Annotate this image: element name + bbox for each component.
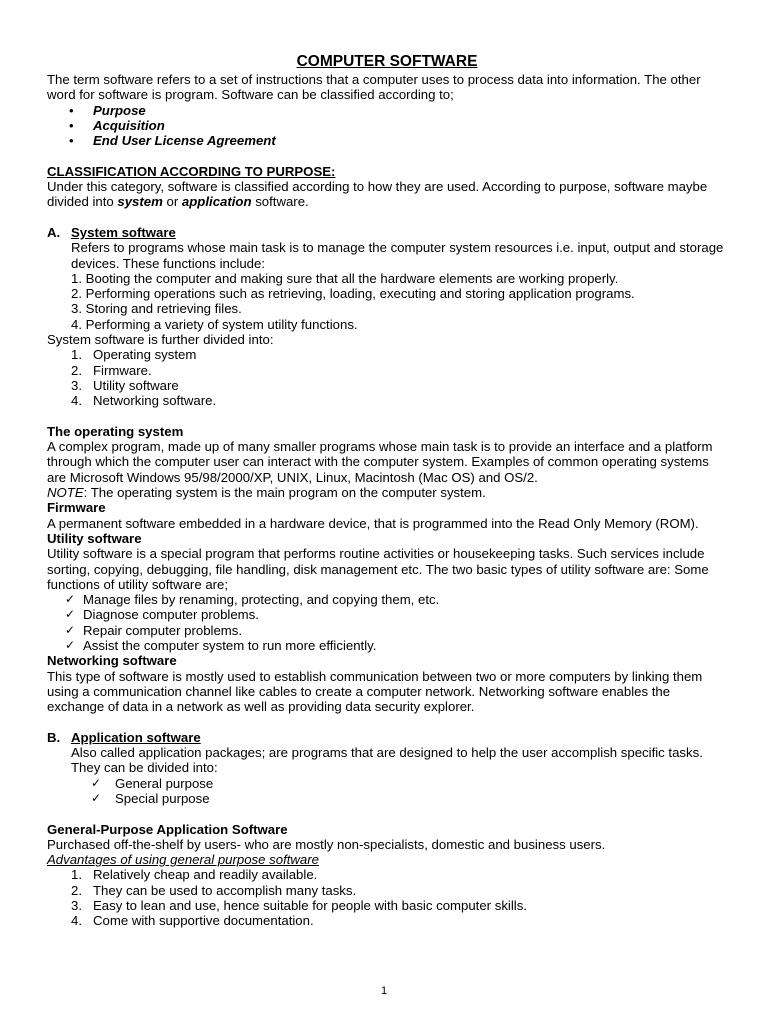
- os-paragraph: A complex program, made up of many smaller programs whose main task is to provide an interface and a platform through which the computer user can interact with the computer system. Examples of common operating systems are Microsoft Windows 95/98/2000/XP, UNIX, Linux, Macintosh (Mac OS) and OS/2.: [47, 439, 713, 485]
- list-item: 1. Relatively cheap and readily available.: [71, 867, 318, 883]
- application-software-body: Also called application packages; are programs that are designed to help the user accomplish specific tasks. They can be divided into:: [71, 745, 703, 776]
- networking-heading: Networking software: [47, 653, 177, 669]
- list-item: 1. Booting the computer and making sure that all the hardware elements are working properly.: [71, 270, 619, 286]
- os-note: NOTE: The operating system is the main program on the computer system.: [47, 485, 486, 501]
- list-item: 3. Storing and retrieving files.: [71, 301, 242, 317]
- system-divided-intro: System software is further divided into:: [47, 332, 274, 348]
- system-software-heading: A. System software: [47, 224, 176, 240]
- advantages-heading: Advantages of using general purpose software: [47, 852, 319, 868]
- application-types-list: [47, 776, 727, 807]
- general-purpose-heading: General-Purpose Application Software: [47, 821, 288, 837]
- list-item: ✓ Repair computer problems.: [65, 622, 243, 638]
- purpose-heading: CLASSIFICATION ACCORDING TO PURPOSE:: [47, 163, 336, 179]
- firmware-heading: Firmware: [47, 500, 106, 516]
- intro-paragraph: The term software refers to a set of instructions that a computer uses to process data into information. The other word for software is program. Software can be classified according to;: [47, 72, 701, 103]
- general-purpose-paragraph: Purchased off-the-shelf by users- who are mostly non-specialists, domestic and business users.: [47, 836, 606, 852]
- utility-heading: Utility software: [47, 530, 142, 546]
- advantages-list: [47, 867, 727, 928]
- classification-list: [47, 103, 727, 149]
- list-item: ✓ Diagnose computer problems.: [65, 607, 259, 623]
- purpose-paragraph: Under this category, software is classified according to how they are used. According to purpose, software maybe divided into system or application software.: [47, 179, 708, 210]
- list-item: 1. Operating system: [71, 347, 197, 363]
- list-item: 3. Utility software: [71, 377, 179, 393]
- application-software-heading: B. Application software: [47, 729, 201, 745]
- checkmark-icon: ✓: [65, 607, 76, 622]
- list-item: 4. Come with supportive documentation.: [71, 913, 314, 929]
- system-divisions-list: [47, 347, 727, 408]
- checkmark-icon: ✓: [65, 622, 76, 637]
- list-item: 2. Performing operations such as retrieving, loading, executing and storing application programs.: [71, 286, 635, 302]
- document-page: [47, 53, 727, 929]
- bullet-icon: •: [69, 117, 74, 133]
- page-number: 1: [380, 985, 388, 997]
- list-item: 4. Performing a variety of system utility functions.: [71, 316, 358, 332]
- utility-functions-list: [47, 592, 727, 653]
- page-title: COMPUTER SOFTWARE: [296, 53, 478, 70]
- bullet-icon: •: [69, 102, 74, 118]
- system-software-body: Refers to programs whose main task is to manage the computer system resources i.e. input, output and storage devices. These functions include: 1. Booting the computer and making sure that all the hardware elements are working properly. 2. Performing operations such as retrieving, loading, executing and storing application programs. 3. Storing and retrieving files. 4. Performing a variety of system utility functions.: [47, 240, 727, 332]
- list-item: • Acquisition: [69, 117, 165, 133]
- list-item: 2. Firmware.: [71, 362, 152, 378]
- firmware-paragraph: A permanent software embedded in a hardware device, that is programmed into the Read Only Memory (ROM).: [47, 515, 699, 531]
- list-item: 4. Networking software.: [71, 393, 217, 409]
- checkmark-icon: ✓: [65, 592, 76, 607]
- bullet-icon: •: [69, 133, 74, 149]
- list-item: ✓ Assist the computer system to run more efficiently.: [65, 637, 377, 653]
- list-item: • Purpose: [69, 102, 146, 118]
- list-item: 3. Easy to lean and use, hence suitable for people with basic computer skills.: [71, 898, 527, 914]
- checkmark-icon: ✓: [91, 775, 102, 790]
- list-item: 2. They can be used to accomplish many tasks.: [71, 882, 357, 898]
- list-item: ✓ General purpose: [91, 775, 214, 791]
- checkmark-icon: ✓: [65, 637, 76, 652]
- list-item: • End User License Agreement: [69, 133, 276, 149]
- networking-paragraph: This type of software is mostly used to establish communication between two or more computers by linking them using a communication channel like cables to create a computer network. Networking software enables the exchange of data in a network as well as providing data security explorer.: [47, 668, 703, 715]
- os-heading: The operating system: [47, 423, 184, 439]
- list-item: ✓ Special purpose: [91, 790, 210, 806]
- checkmark-icon: ✓: [91, 790, 102, 805]
- list-item: ✓ Manage files by renaming, protecting, and copying them, etc.: [65, 592, 440, 608]
- utility-paragraph: Utility software is a special program that performs routine activities or housekeeping tasks. Such services include sorting, copying, debugging, file handling, disk management etc. The two basic types of utility software are: Some functions of utility software are;: [47, 546, 709, 592]
